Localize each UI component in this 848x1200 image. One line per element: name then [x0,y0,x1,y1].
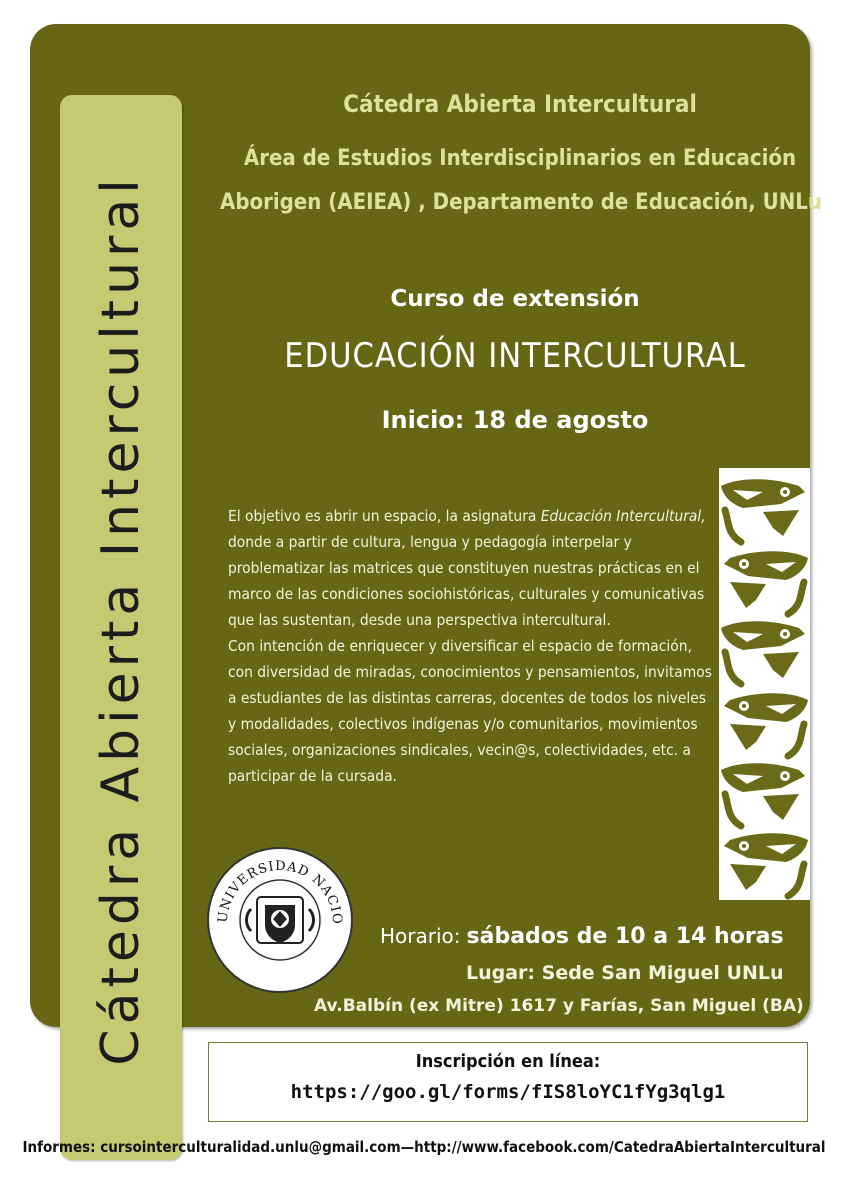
description-paragraph-2: Con intención de enriquecer y diversificar el espacio de formación, con diversidad de miradas, conocimientos y pensamientos, invitamos a estudiantes de las distintas carreras, docentes de todos los niveles y modalidades, colectivos indígenas y/o comunitarios, movimientos sociales, organizaciones sindicales, vecin@s, colectividades, etc. a participar de la cursada. [228,637,712,785]
schedule-value: sábados de 10 a 14 horas [466,924,784,949]
description-paragraph-1: El objetivo es abrir un espacio, la asignatura Educación Intercultural, donde a partir de cultura, lengua y pedagogía interpelar y problematizar las matrices que constituyen nuestras prácticas en el marco de las condiciones sociohistóricas, culturales y comunicativas que las sustentan, desde una perspectiva intercultural. [228,507,706,629]
footer-contact[interactable]: Informes: cursointerculturalidad.unlu@gmail.com—http://www.facebook.com/CatedraAbiertaIntercultural [22,1138,826,1156]
schedule-label: Horario: [380,924,461,948]
header-area-line-2: Aborigen (AEIEA) , Departamento de Educación, UNLu [220,190,822,215]
seal-text: UNIVERSIDAD NACIO [215,858,345,926]
signup-box [208,1042,808,1122]
place: Lugar: Sede San Miguel UNLu [466,962,784,984]
university-seal-icon [205,845,355,995]
subject-name: Educación Intercultural, [540,507,706,525]
signup-link[interactable]: https://goo.gl/forms/fIS8loYC1fYg3qlg1 [290,1081,726,1103]
course-name: EDUCACIÓN INTERCULTURAL [284,336,746,376]
signup-title: Inscripción en línea: [415,1051,601,1072]
schedule [380,924,784,949]
zigzag-bird-motif-icon [719,468,810,900]
course-description [228,503,718,789]
start-date: Inicio: 18 de agosto [381,406,649,434]
course-type: Curso de extensión [390,286,640,312]
address: Av.Balbín (ex Mitre) 1617 y Farías, San Miguel (BA) [314,996,804,1016]
header-title: Cátedra Abierta Intercultural [343,90,697,118]
header-area-line-1: Área de Estudios Interdisciplinarios en Educación [243,146,797,171]
